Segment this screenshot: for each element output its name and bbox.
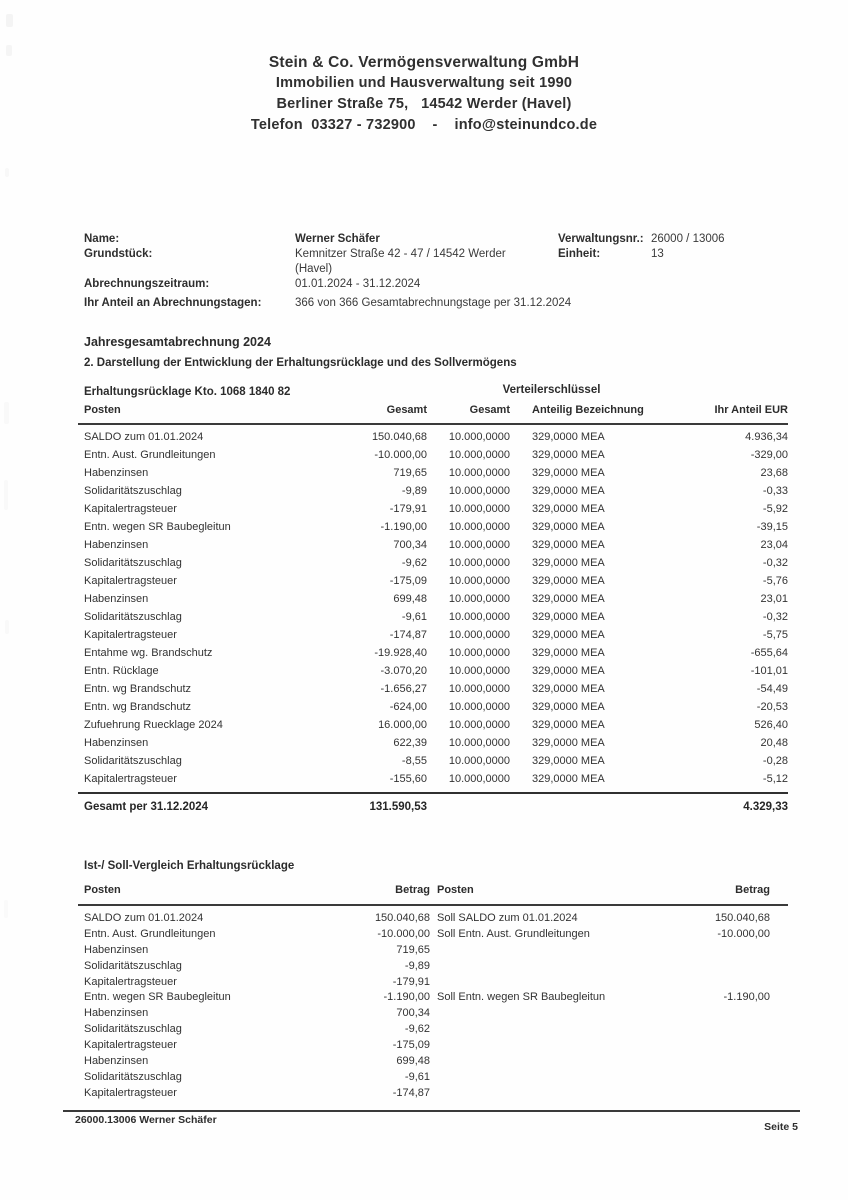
cell-vk-gesamt: 10.000,0000	[448, 431, 510, 443]
statement-info	[84, 232, 788, 311]
cell-betrag-ist: 699,48	[396, 1055, 430, 1068]
table-row	[78, 716, 788, 734]
cell-gesamt: 699,48	[393, 593, 427, 605]
cell-anteil: -5,75	[762, 629, 788, 641]
total-label: Gesamt per 31.12.2024	[84, 801, 209, 813]
table-row	[78, 975, 788, 991]
cell-anteil: -0,33	[762, 485, 788, 497]
cell-posten-ist: Entn. wegen SR Baubegleitun	[84, 991, 231, 1004]
company-name: Stein & Co. Vermögensverwaltung GmbH	[268, 54, 580, 71]
cell-betrag-ist: 700,34	[396, 1007, 430, 1020]
cell-anteil: -101,01	[750, 665, 788, 677]
page-title: Jahresgesamtabrechnung 2024	[84, 335, 271, 349]
table-row	[78, 943, 788, 959]
table-row	[78, 752, 788, 770]
cell-betrag-soll	[642, 1006, 788, 1022]
cell-posten-ist: Kapitalertragsteuer	[84, 975, 177, 988]
table-row	[78, 500, 788, 518]
distribution-key-header: Verteilerschlüssel	[502, 384, 601, 396]
cell-anteilig: 329,0000 MEA	[532, 449, 605, 461]
cell-betrag-ist: 150.040,68	[374, 911, 430, 924]
cell-gesamt: -10.000,00	[374, 449, 427, 461]
table-row	[78, 698, 788, 716]
cell-gesamt: 700,34	[393, 539, 427, 551]
cell-vk-gesamt: 10.000,0000	[448, 539, 510, 551]
cell-posten-ist: Habenzinsen	[84, 1055, 149, 1068]
cell-betrag-soll	[642, 1038, 788, 1054]
scan-artifact	[5, 168, 9, 177]
cell-anteilig: 329,0000 MEA	[532, 683, 605, 695]
table-row	[78, 518, 788, 536]
cell-anteil: -0,32	[762, 611, 788, 623]
cell-anteilig: 329,0000 MEA	[532, 629, 605, 641]
cell-betrag-ist: -9,61	[404, 1070, 430, 1083]
table-row	[78, 1086, 788, 1102]
cell-anteilig: 329,0000 MEA	[532, 575, 605, 587]
comparison-table	[78, 878, 788, 1102]
cell-posten-soll: Soll SALDO zum 01.01.2024	[437, 911, 578, 924]
cell-betrag-soll: 150.040,68	[714, 911, 770, 924]
cell-posten: Solidaritätszuschlag	[84, 485, 182, 497]
cell-anteil: -54,49	[756, 683, 788, 695]
cell-gesamt: -155,60	[389, 773, 427, 785]
admin-no-value: 26000 / 13006	[651, 233, 725, 245]
cell-anteilig: 329,0000 MEA	[532, 611, 605, 623]
cell-betrag-ist: -175,09	[392, 1039, 430, 1052]
property-label: Grundstück:	[84, 248, 153, 260]
cell-posten: SALDO zum 01.01.2024	[84, 431, 204, 443]
cell-vk-gesamt: 10.000,0000	[448, 503, 510, 515]
cell-posten: Habenzinsen	[84, 539, 149, 551]
cell-posten: Kapitalertragsteuer	[84, 575, 177, 587]
share-value: 366 von 366 Gesamtabrechnungstage per 31.12.2024	[295, 297, 572, 309]
cell-posten-ist: Habenzinsen	[84, 1007, 149, 1020]
cell-betrag-ist: -9,62	[404, 1023, 430, 1036]
cell-anteilig: 329,0000 MEA	[532, 467, 605, 479]
cell-anteil: -20,53	[756, 701, 788, 713]
cell-anteil: -39,15	[756, 521, 788, 533]
table-row	[78, 680, 788, 698]
table-row	[78, 428, 788, 446]
cell-gesamt: -8,55	[401, 755, 427, 767]
table-row	[78, 959, 788, 975]
cell-anteilig: 329,0000 MEA	[532, 431, 605, 443]
table-row	[78, 536, 788, 554]
cell-posten-soll	[430, 1006, 642, 1022]
cell-posten: Kapitalertragsteuer	[84, 503, 177, 515]
scan-artifact	[6, 45, 12, 56]
table-row	[78, 734, 788, 752]
cell-gesamt: -9,89	[401, 485, 427, 497]
table-row	[78, 644, 788, 662]
cell-posten-soll	[430, 1070, 642, 1086]
cell-vk-gesamt: 10.000,0000	[448, 647, 510, 659]
account-title: Erhaltungsrücklage Kto. 1068 1840 82	[84, 386, 291, 398]
cell-betrag-soll	[642, 1054, 788, 1070]
cell-vk-gesamt: 10.000,0000	[448, 701, 510, 713]
cell-vk-gesamt: 10.000,0000	[448, 629, 510, 641]
cell-betrag-ist: -10.000,00	[377, 927, 430, 940]
cell-posten-ist: Solidaritätszuschlag	[84, 959, 182, 972]
cell-anteil: -5,92	[762, 503, 788, 515]
cell-gesamt: -19.928,40	[374, 647, 427, 659]
cell-vk-gesamt: 10.000,0000	[448, 485, 510, 497]
table-row	[78, 927, 788, 943]
cell-posten: Habenzinsen	[84, 737, 149, 749]
cell-betrag-soll	[642, 943, 788, 959]
cell-anteilig: 329,0000 MEA	[532, 737, 605, 749]
cell-posten-ist: Kapitalertragsteuer	[84, 1039, 177, 1052]
cell-anteil: -5,76	[762, 575, 788, 587]
unit-label: Einheit:	[558, 248, 601, 260]
table-row	[78, 554, 788, 572]
cell-betrag-ist: -1.190,00	[383, 991, 430, 1004]
col-posten: Posten	[84, 404, 121, 416]
cell-anteilig: 329,0000 MEA	[532, 701, 605, 713]
cell-posten: Entn. wg Brandschutz	[84, 683, 192, 695]
cell-anteil: -329,00	[750, 449, 788, 461]
cell-gesamt: -9,61	[401, 611, 427, 623]
table-row	[78, 464, 788, 482]
table-row	[78, 608, 788, 626]
scan-artifact	[5, 620, 9, 634]
cell-vk-gesamt: 10.000,0000	[448, 521, 510, 533]
cell-vk-gesamt: 10.000,0000	[448, 755, 510, 767]
cell-betrag-ist: -9,89	[404, 959, 430, 972]
period-value: 01.01.2024 - 31.12.2024	[295, 278, 421, 290]
cell-vk-gesamt: 10.000,0000	[448, 773, 510, 785]
cell-posten-soll	[430, 1038, 642, 1054]
cell-posten: Solidaritätszuschlag	[84, 557, 182, 569]
total-gesamt: 131.590,53	[369, 801, 427, 813]
cell-anteilig: 329,0000 MEA	[532, 593, 605, 605]
cell-vk-gesamt: 10.000,0000	[448, 611, 510, 623]
period-label: Abrechnungszeitraum:	[84, 278, 210, 290]
cell-vk-gesamt: 10.000,0000	[448, 593, 510, 605]
cell-posten: Entahme wg. Brandschutz	[84, 647, 213, 659]
cell-betrag-ist: 719,65	[396, 943, 430, 956]
cell-vk-gesamt: 10.000,0000	[448, 665, 510, 677]
cell-gesamt: -624,00	[389, 701, 427, 713]
cell-posten-soll	[430, 959, 642, 975]
cell-anteil: 526,40	[754, 719, 788, 731]
cell-gesamt: -1.656,27	[380, 683, 427, 695]
cell-betrag-soll	[642, 1022, 788, 1038]
cell-gesamt: 719,65	[393, 467, 427, 479]
cell-vk-gesamt: 10.000,0000	[448, 719, 510, 731]
company-address: Berliner Straße 75, 14542 Werder (Havel)	[276, 96, 572, 112]
admin-no-label: Verwaltungsnr.:	[558, 233, 644, 245]
table-row	[78, 482, 788, 500]
cell-posten-soll	[430, 1054, 642, 1070]
cell-posten-ist: Solidaritätszuschlag	[84, 1070, 182, 1083]
table-row	[78, 446, 788, 464]
cell-anteil: 23,01	[760, 593, 788, 605]
col-gesamt: Gesamt	[386, 404, 427, 416]
scan-artifact	[4, 480, 8, 510]
cell-anteilig: 329,0000 MEA	[532, 503, 605, 515]
table-row	[78, 770, 788, 788]
cell-gesamt: -174,87	[389, 629, 427, 641]
cell-betrag-soll	[642, 1086, 788, 1102]
cell-betrag-soll	[642, 959, 788, 975]
cell-anteil: -655,64	[750, 647, 788, 659]
table-row	[78, 572, 788, 590]
table-row	[78, 990, 788, 1006]
table-row	[78, 590, 788, 608]
cell-vk-gesamt: 10.000,0000	[448, 575, 510, 587]
table-row	[78, 662, 788, 680]
table-row	[78, 1006, 788, 1022]
reserve-table-total-row	[78, 792, 788, 818]
cell-anteilig: 329,0000 MEA	[532, 485, 605, 497]
col-vk-gesamt: Gesamt	[469, 404, 510, 416]
cell-posten: Zufuehrung Ruecklage 2024	[84, 719, 223, 731]
scan-artifact	[6, 14, 13, 27]
table-row	[78, 626, 788, 644]
company-contact: Telefon 03327 - 732900 - info@steinundco.de	[250, 117, 598, 133]
cell-posten-soll	[430, 1086, 642, 1102]
table-row	[78, 1022, 788, 1038]
cell-anteilig: 329,0000 MEA	[532, 557, 605, 569]
cell-anteilig: 329,0000 MEA	[532, 539, 605, 551]
cell-posten-ist: SALDO zum 01.01.2024	[84, 911, 204, 924]
page-number: Seite 5	[764, 1120, 798, 1133]
cell-anteilig: 329,0000 MEA	[532, 773, 605, 785]
cell-vk-gesamt: 10.000,0000	[448, 683, 510, 695]
table-row	[78, 1070, 788, 1086]
name-value: Werner Schäfer	[295, 233, 380, 245]
comparison-title: Ist-/ Soll-Vergleich Erhaltungsrücklage	[84, 860, 295, 872]
col-posten-soll: Posten	[437, 884, 474, 896]
table-row	[78, 1038, 788, 1054]
cell-posten: Habenzinsen	[84, 467, 149, 479]
property-value: Kemnitzer Straße 42 - 47 / 14542 Werder (Havel)	[295, 248, 506, 275]
cell-posten: Entn. wegen SR Baubegleitun	[84, 521, 231, 533]
cell-anteil: 20,48	[760, 737, 788, 749]
cell-betrag-soll	[642, 1070, 788, 1086]
cell-posten-soll: Soll Entn. Aust. Grundleitungen	[437, 927, 590, 940]
footer-reference: 26000.13006 Werner Schäfer	[75, 1113, 217, 1126]
cell-gesamt: -3.070,20	[380, 665, 427, 677]
footer-rule	[63, 1110, 800, 1112]
cell-anteilig: 329,0000 MEA	[532, 719, 605, 731]
cell-anteilig: 329,0000 MEA	[532, 647, 605, 659]
cell-posten: Kapitalertragsteuer	[84, 773, 177, 785]
total-anteil: 4.329,33	[743, 801, 788, 813]
cell-posten: Habenzinsen	[84, 593, 149, 605]
col-betrag-soll: Betrag	[735, 884, 770, 896]
cell-gesamt: 16.000,00	[378, 719, 427, 731]
cell-betrag-soll: -1.190,00	[723, 991, 770, 1004]
cell-posten-soll: Soll Entn. wegen SR Baubegleitun	[437, 991, 606, 1004]
cell-posten-ist: Kapitalertragsteuer	[84, 1086, 177, 1099]
cell-anteilig: 329,0000 MEA	[532, 665, 605, 677]
section-title: 2. Darstellung der Entwicklung der Erhaltungsrücklage und des Sollvermögens	[84, 357, 517, 369]
col-anteilig-bezeichnung: Anteilig Bezeichnung	[532, 404, 644, 416]
cell-gesamt: -179,91	[389, 503, 427, 515]
cell-posten-ist: Entn. Aust. Grundleitungen	[84, 927, 216, 940]
letterhead	[0, 52, 848, 136]
cell-posten-ist: Solidaritätszuschlag	[84, 1023, 182, 1036]
cell-vk-gesamt: 10.000,0000	[448, 449, 510, 461]
cell-anteil: 4.936,34	[745, 431, 788, 443]
cell-posten-soll	[430, 943, 642, 959]
col-betrag-ist: Betrag	[395, 884, 430, 896]
cell-posten: Entn. Rücklage	[84, 665, 159, 677]
cell-anteil: -0,28	[762, 755, 788, 767]
cell-posten: Entn. wg Brandschutz	[84, 701, 192, 713]
cell-betrag-ist: -179,91	[392, 975, 430, 988]
reserve-table-header	[78, 396, 788, 425]
reserve-table	[78, 384, 788, 818]
cell-posten-soll	[430, 975, 642, 991]
cell-gesamt: 622,39	[393, 737, 427, 749]
cell-posten: Solidaritätszuschlag	[84, 611, 182, 623]
company-tagline: Immobilien und Hausverwaltung seit 1990	[275, 75, 573, 91]
cell-posten-ist: Habenzinsen	[84, 943, 149, 956]
comparison-table-header	[78, 878, 788, 906]
comparison-table-body	[78, 906, 788, 1102]
scan-artifact	[4, 900, 8, 918]
cell-posten-soll	[430, 1022, 642, 1038]
col-posten-ist: Posten	[84, 884, 121, 896]
cell-anteil: 23,04	[760, 539, 788, 551]
cell-betrag-soll	[642, 975, 788, 991]
cell-vk-gesamt: 10.000,0000	[448, 557, 510, 569]
cell-posten: Kapitalertragsteuer	[84, 629, 177, 641]
scan-artifact	[4, 402, 9, 424]
cell-vk-gesamt: 10.000,0000	[448, 467, 510, 479]
cell-posten: Solidaritätszuschlag	[84, 755, 182, 767]
col-ihr-anteil: Ihr Anteil EUR	[714, 404, 788, 416]
cell-anteil: 23,68	[760, 467, 788, 479]
reserve-table-body	[78, 425, 788, 788]
unit-value: 13	[651, 248, 664, 260]
cell-posten: Entn. Aust. Grundleitungen	[84, 449, 216, 461]
page-footer	[75, 1114, 800, 1133]
name-label: Name:	[84, 233, 120, 245]
cell-gesamt: -9,62	[401, 557, 427, 569]
cell-betrag-ist: -174,87	[392, 1086, 430, 1099]
cell-betrag-soll: -10.000,00	[717, 927, 770, 940]
cell-anteil: -0,32	[762, 557, 788, 569]
table-row	[78, 1054, 788, 1070]
cell-gesamt: -1.190,00	[380, 521, 427, 533]
cell-anteilig: 329,0000 MEA	[532, 755, 605, 767]
cell-anteilig: 329,0000 MEA	[532, 521, 605, 533]
cell-gesamt: 150.040,68	[371, 431, 427, 443]
share-label: Ihr Anteil an Abrechnungstagen:	[84, 297, 262, 309]
cell-vk-gesamt: 10.000,0000	[448, 737, 510, 749]
cell-anteil: -5,12	[762, 773, 788, 785]
table-row	[78, 911, 788, 927]
cell-gesamt: -175,09	[389, 575, 427, 587]
